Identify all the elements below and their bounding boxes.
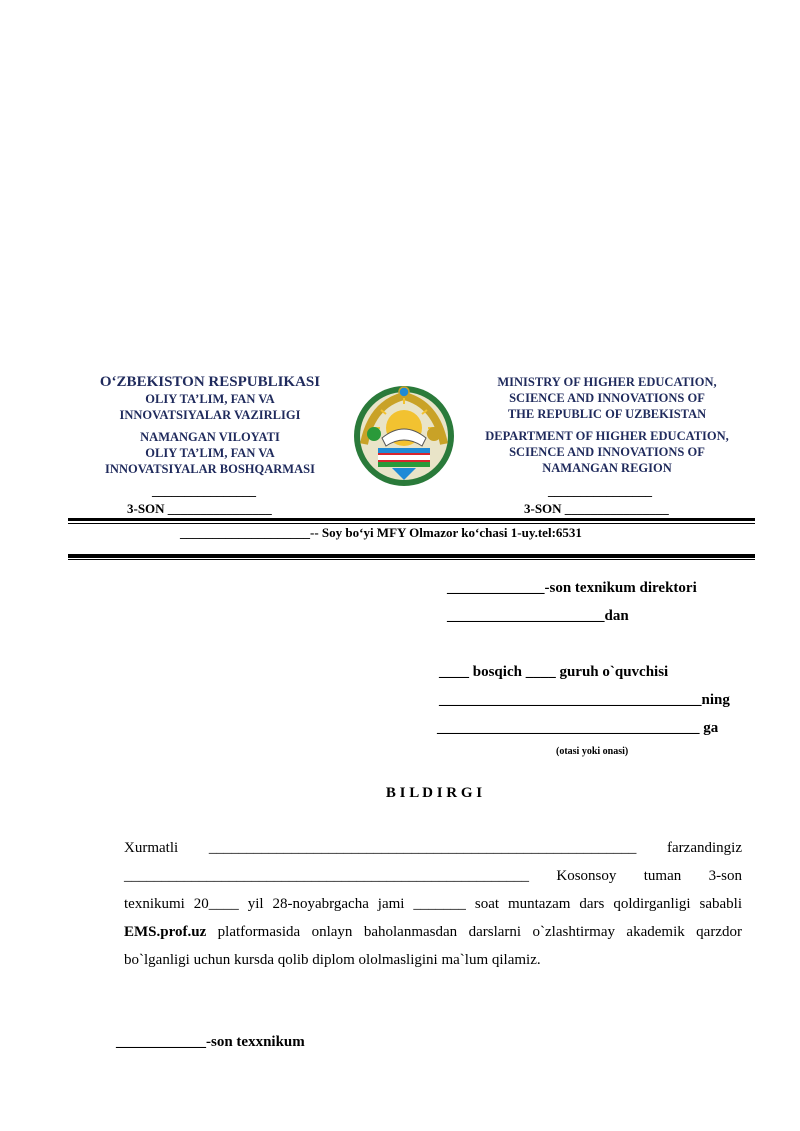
body-text: Xurmatli (124, 840, 179, 856)
addressee-parent: ___________________________________ ga (437, 720, 719, 736)
body-line (124, 918, 742, 946)
left-blank-line: ________________ (152, 483, 256, 498)
signature-line: ____________-son texxnikum (116, 1034, 305, 1050)
body-line (124, 862, 742, 890)
region-line: OLIY TA’LIM, FAN VA (145, 446, 275, 460)
left-number-label: 3-SON ________________ (127, 501, 272, 516)
right-number-label: 3-SON ________________ (524, 501, 669, 516)
addressee-from: _____________________dan (447, 608, 629, 624)
ministry-line-en: SCIENCE AND INNOVATIONS OF (509, 391, 705, 405)
body-text: Kosonsoy (556, 868, 617, 884)
platform-name: EMS.prof.uz (124, 924, 207, 940)
header-rule-top (68, 518, 755, 521)
ministry-line-en: MINISTRY OF HIGHER EDUCATION, (497, 375, 717, 389)
body-line (124, 890, 742, 918)
country-name: O‘ZBEKISTON RESPUBLIKASI (99, 374, 321, 390)
body-text: tuman (643, 868, 682, 884)
body-text: bo`lganligi uchun kursda qolib diplom ololmasligini ma`lum qilamiz. (124, 952, 541, 968)
body-text: platformasida onlayn baholanmasdan darslarni o`zlashtirmay akademik qarzdor (206, 924, 742, 940)
addressee-note: (otasi yoki onasi) (556, 746, 629, 757)
header-rule-bottom (68, 554, 755, 558)
letterhead-right (466, 374, 748, 476)
dept-line-en: NAMANGAN REGION (542, 461, 672, 475)
header-rule-bottom-thin (68, 559, 755, 560)
ministry-line: OLIY TA’LIM, FAN VA (145, 392, 275, 406)
body-text: texnikumi 20____ yil 28-noyabrgacha jami _______ soat muntazam dars qoldirganligi sababli (124, 896, 742, 912)
ministry-line: INNOVATSIYALAR VAZIRLIGI (119, 408, 301, 422)
letter-body (124, 834, 742, 974)
region-line: NAMANGAN VILOYATI (140, 430, 280, 444)
letterhead-left (80, 374, 340, 477)
body-blank: ______________________________________________________ (124, 868, 529, 884)
dept-line-en: DEPARTMENT OF HIGHER EDUCATION, (485, 429, 729, 443)
address-line: ____________________-- Soy bo‘yi MFY Olmazor ko‘chasi 1-uy.tel:6531 (180, 525, 582, 540)
dept-line-en: SCIENCE AND INNOVATIONS OF (509, 445, 705, 459)
region-line: INNOVATSIYALAR BOSHQARMASI (105, 462, 315, 476)
addressee-name: ___________________________________ning (439, 692, 730, 708)
addressee-director: _____________-son texnikum direktori (447, 580, 697, 596)
right-blank-line: ________________ (548, 483, 652, 498)
body-line (124, 946, 742, 974)
addressee-student: ____ bosqich ____ guruh o`quvchisi (439, 664, 669, 680)
body-text: farzandingiz (667, 840, 742, 856)
body-line (124, 834, 742, 862)
document-title: B I L D I R G I (385, 785, 483, 801)
state-emblem-icon (352, 384, 456, 488)
body-text: 3-son (708, 868, 742, 884)
header-rule-top-thin (68, 523, 755, 524)
body-blank: _________________________________________________________ (208, 840, 637, 856)
ministry-line-en: THE REPUBLIC OF UZBEKISTAN (507, 407, 707, 421)
